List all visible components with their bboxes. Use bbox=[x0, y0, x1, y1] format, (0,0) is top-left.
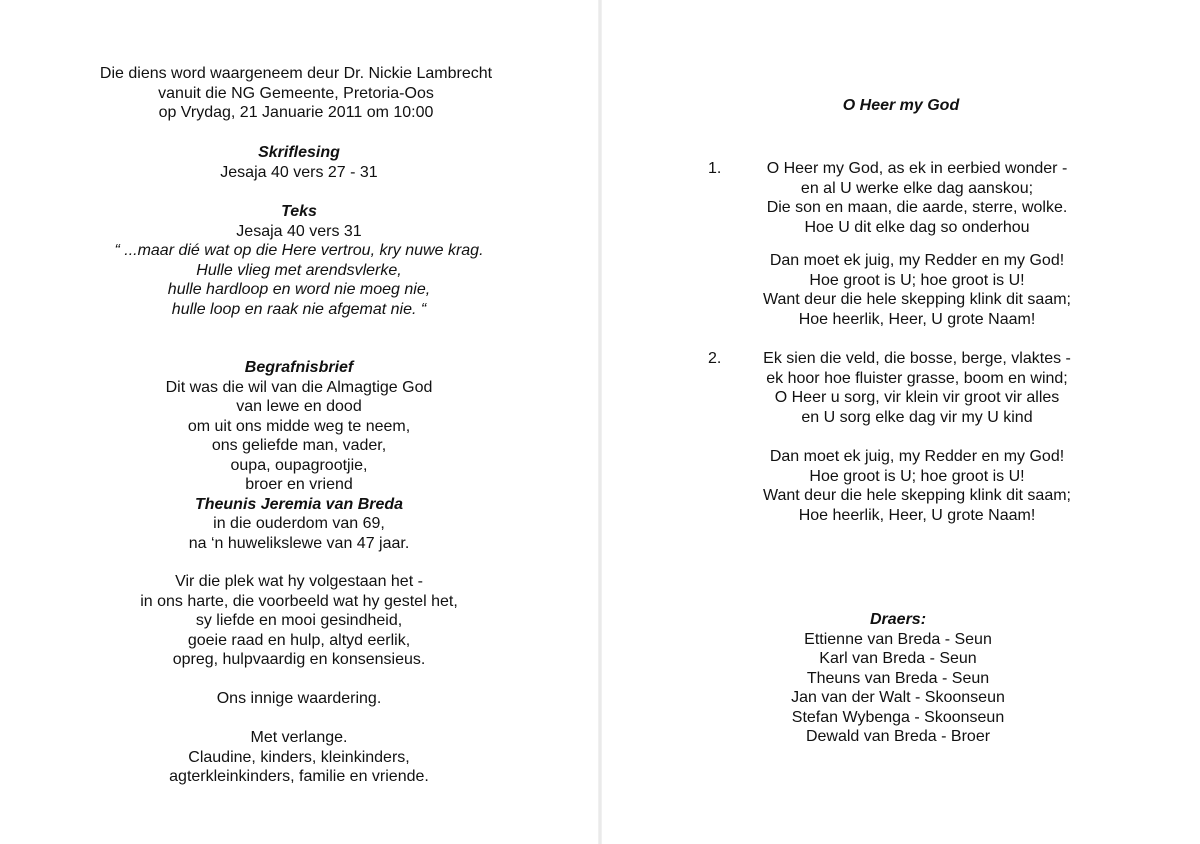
verse-line: Ek sien die veld, die bosse, berge, vlaktes - bbox=[763, 350, 1071, 367]
hymn-title: O Heer my God bbox=[842, 97, 960, 114]
draer-name: Stefan Wybenga - Skoonseun bbox=[791, 708, 1005, 726]
chorus-line: Hoe groot is U; hoe groot is U! bbox=[809, 467, 1025, 485]
intro-line: op Vrydag, 21 Januarie 2011 om 10:00 bbox=[158, 104, 434, 121]
begrafnisbrief-line: oupa, oupagrootjie, bbox=[230, 456, 368, 474]
teks-quote-line: hulle hardloop en word nie moeg nie, bbox=[167, 281, 431, 298]
draer-name: Theuns van Breda - Seun bbox=[806, 669, 990, 687]
chorus-line: Hoe groot is U; hoe groot is U! bbox=[809, 271, 1025, 289]
chorus-1 bbox=[736, 251, 1098, 329]
intro-line: vanuit die NG Gemeente, Pretoria-Oos bbox=[158, 84, 434, 102]
left-page bbox=[0, 0, 598, 844]
tribute-line: Vir die plek wat hy volgestaan het - bbox=[175, 573, 423, 590]
closing-line: Met verlange. bbox=[250, 729, 348, 746]
begrafnisbrief-line: Dit was die wil van die Almagtige God bbox=[165, 378, 433, 396]
verse-1 bbox=[708, 159, 1098, 237]
chorus-line: Hoe heerlik, Heer, U grote Naam! bbox=[798, 310, 1036, 328]
begrafnisbrief-line: om uit ons midde weg te neem, bbox=[187, 417, 411, 435]
closing-line: agterkleinkinders, familie en vriende. bbox=[169, 768, 429, 785]
skriflesing-section bbox=[0, 143, 598, 182]
teks-quote-line: “ ...maar dié wat op die Here vertrou, kry nuwe krag. bbox=[114, 242, 484, 259]
teks-reference: Jesaja 40 vers 31 bbox=[236, 222, 362, 240]
begrafnisbrief-heading: Begrafnisbrief bbox=[244, 359, 354, 376]
verse-2 bbox=[708, 349, 1098, 427]
draer-name: Jan van der Walt - Skoonseun bbox=[791, 689, 1005, 706]
teks-heading: Teks bbox=[281, 203, 317, 220]
begrafnisbrief-line: ons geliefde man, vader, bbox=[211, 437, 387, 454]
verse-line: O Heer u sorg, vir klein vir groot vir alles bbox=[774, 389, 1060, 406]
tribute-line: in ons harte, die voorbeeld wat hy gestel het, bbox=[140, 592, 458, 610]
chorus-line: Hoe heerlik, Heer, U grote Naam! bbox=[798, 506, 1036, 524]
verse-number: 2. bbox=[708, 350, 722, 367]
verse-line: en U sorg elke dag vir my U kind bbox=[801, 408, 1033, 426]
intro-line: Die diens word waargeneem deur Dr. Nickie Lambrecht bbox=[99, 65, 493, 82]
tribute-line: opreg, hulpvaardig en konsensieus. bbox=[172, 651, 426, 668]
verse-line: Hoe U dit elke dag so onderhou bbox=[804, 218, 1030, 236]
verse-line: ek hoor hoe fluister grasse, boom en wind; bbox=[766, 369, 1068, 387]
chorus-line: Dan moet ek juig, my Redder en my God! bbox=[769, 252, 1065, 269]
teks-quote-line: hulle loop en raak nie afgemat nie. “ bbox=[171, 300, 427, 318]
begrafnisbrief-line: na ‘n huwelikslewe van 47 jaar. bbox=[188, 534, 410, 552]
right-page bbox=[602, 0, 1200, 844]
begrafnisbrief-line: broer en vriend bbox=[245, 476, 353, 493]
chorus-2 bbox=[736, 447, 1098, 525]
skriflesing-reference: Jesaja 40 vers 27 - 31 bbox=[220, 163, 378, 181]
teks-quote-line: Hulle vlieg met arendsvlerke, bbox=[196, 261, 402, 279]
hymn-title-block bbox=[602, 96, 1200, 116]
service-intro bbox=[0, 64, 595, 123]
tribute-line: sy liefde en mooi gesindheid, bbox=[195, 612, 403, 629]
chorus-line: Dan moet ek juig, my Redder en my God! bbox=[769, 448, 1065, 465]
appreciation-line: Ons innige waardering. bbox=[216, 690, 382, 707]
tribute-line: goeie raad en hulp, altyd eerlik, bbox=[187, 631, 411, 649]
draer-name: Dewald van Breda - Broer bbox=[805, 728, 991, 745]
teks-section bbox=[0, 202, 598, 319]
verse-line: Die son en maan, die aarde, sterre, wolke. bbox=[766, 199, 1068, 216]
draers-section bbox=[599, 610, 1197, 747]
appreciation-section bbox=[0, 689, 598, 709]
chorus-line: Want deur die hele skepping klink dit saam; bbox=[762, 487, 1071, 504]
skriflesing-heading: Skriflesing bbox=[258, 144, 340, 161]
chorus-line: Want deur die hele skepping klink dit saam; bbox=[762, 291, 1071, 308]
deceased-name: Theunis Jeremia van Breda bbox=[194, 495, 404, 513]
begrafnisbrief-section bbox=[0, 358, 598, 553]
draers-heading: Draers: bbox=[869, 611, 927, 628]
draer-name: Ettienne van Breda - Seun bbox=[804, 630, 992, 648]
tribute-section bbox=[0, 572, 598, 670]
verse-line: O Heer my God, as ek in eerbied wonder - bbox=[766, 160, 1068, 177]
begrafnisbrief-line: in die ouderdom van 69, bbox=[213, 515, 385, 532]
verse-number: 1. bbox=[708, 160, 722, 177]
begrafnisbrief-line: van lewe en dood bbox=[236, 398, 362, 415]
closing-line: Claudine, kinders, kleinkinders, bbox=[188, 748, 410, 766]
verse-line: en al U werke elke dag aanskou; bbox=[800, 179, 1034, 197]
draer-name: Karl van Breda - Seun bbox=[819, 650, 977, 667]
closing-section bbox=[0, 728, 598, 787]
